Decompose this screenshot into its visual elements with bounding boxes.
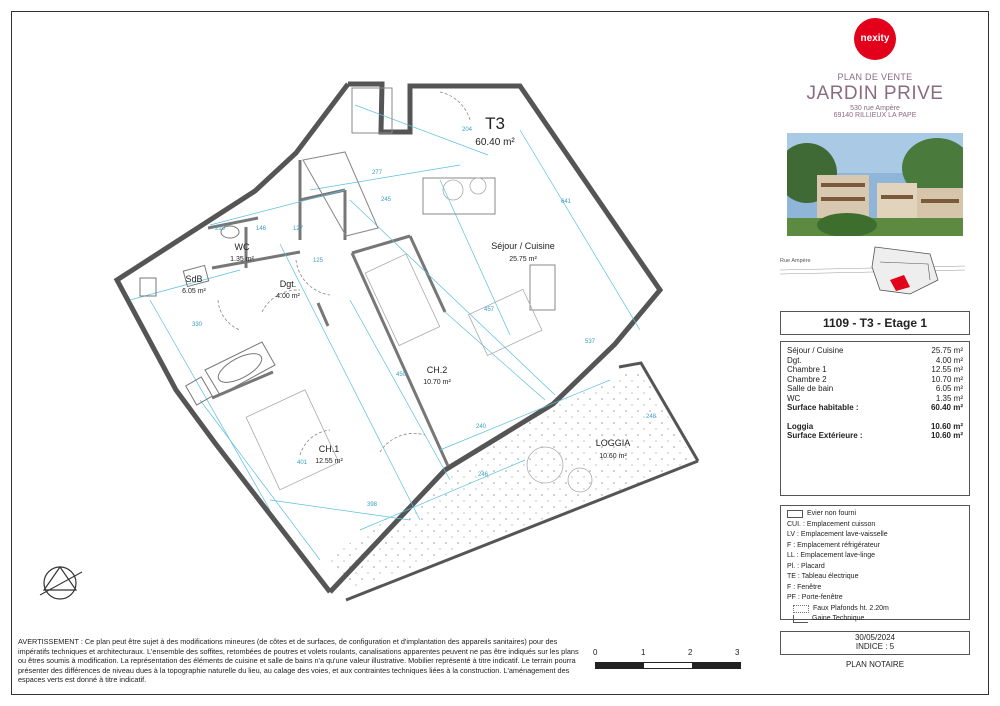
legend-box — [780, 505, 970, 620]
street-label: Rue Ampère — [780, 258, 811, 264]
dim-label: 245 — [381, 197, 392, 203]
surface-value: 10.60 m² — [930, 431, 963, 440]
surface-label: Surface Extérieure : — [787, 431, 863, 440]
room-sejour — [478, 241, 568, 263]
dim-label: 127 — [293, 226, 304, 232]
surface-label: Chambre 1 — [787, 365, 827, 374]
room-name: CH.2 — [426, 365, 448, 375]
surfaces-table — [780, 341, 970, 496]
surface-value: 12.55 m² — [931, 365, 963, 374]
room-area: 25.75 m² — [509, 256, 537, 263]
surface-row — [787, 356, 963, 366]
dim-label: 537 — [585, 339, 596, 345]
surface-label: WC — [787, 393, 801, 403]
dim-label: 146 — [256, 226, 267, 232]
surface-value: 6.05 m² — [935, 384, 963, 393]
surface-value: 10.60 m² — [930, 421, 963, 431]
legend-item: LV : Emplacement lave-vaisselle — [787, 531, 888, 538]
north-arrow-icon — [40, 567, 82, 599]
room-name: SdB — [185, 274, 203, 284]
surface-total-row — [787, 431, 963, 441]
room-name: WC — [234, 242, 250, 252]
room-name: Dgt. — [279, 279, 297, 289]
surface-total-row — [787, 403, 963, 413]
loggia-floor — [325, 368, 695, 590]
dim-label: 125 — [313, 258, 324, 264]
room-area: 12.55 m² — [315, 458, 343, 465]
surface-label: Salle de bain — [787, 384, 834, 393]
lot-title: 1109 - T3 - Etage 1 — [780, 311, 970, 335]
surface-row — [787, 365, 963, 375]
room-ch1 — [307, 444, 351, 465]
legend-item: F : Emplacement réfrigérateur — [787, 541, 880, 549]
dim-label: 248 — [646, 414, 657, 420]
room-area: 4.00 m² — [276, 293, 300, 300]
surface-value: 4.00 m² — [935, 355, 963, 365]
interior-walls — [208, 160, 448, 466]
dim-label: 330 — [192, 322, 203, 328]
revision-date: 30/05/2024 — [854, 633, 896, 642]
legend-item: TE : Tableau électrique — [787, 573, 859, 580]
room-area: 1.35 m² — [230, 256, 254, 263]
surface-label: Séjour / Cuisine — [787, 346, 844, 355]
dim-label: 277 — [372, 170, 383, 176]
scale-label: 2 — [688, 648, 693, 657]
surface-value: 1.35 m² — [935, 393, 963, 403]
legend-item: LL : Emplacement lave-linge — [787, 552, 876, 559]
room-name: LOGGIA — [595, 438, 631, 448]
surface-value: 60.40 m² — [930, 403, 963, 412]
scale-label: 0 — [593, 648, 598, 657]
address-line: 530 rue Ampère — [850, 105, 900, 112]
room-ch2 — [415, 365, 459, 386]
dim-label: 204 — [462, 127, 473, 133]
dim-label: 457 — [484, 307, 495, 313]
nexity-logo: nexity — [854, 18, 896, 60]
apartment-area: 60.40 m² — [475, 137, 515, 148]
surface-row — [787, 422, 963, 432]
plan-title: PLAN DE VENTE — [837, 72, 913, 82]
address-line: 69140 RILLIEUX LA PAPE — [833, 112, 917, 119]
surface-row — [787, 346, 963, 356]
surface-label: Dgt. — [787, 355, 802, 365]
room-name: CH.1 — [318, 444, 340, 454]
building-photo — [787, 133, 963, 236]
room-name: Séjour / Cuisine — [491, 241, 555, 251]
scale-bar — [590, 648, 750, 678]
brand-block — [780, 18, 970, 119]
legend-item: Pl. : Placard — [787, 562, 825, 570]
surface-row — [787, 394, 963, 404]
scale-label: 3 — [735, 648, 740, 657]
room-area: 10.60 m² — [599, 453, 627, 460]
surface-value: 25.75 m² — [931, 346, 963, 355]
door-swings — [218, 92, 473, 455]
location-keymap — [780, 242, 970, 304]
scale-graphic — [595, 662, 741, 669]
dim-label: 450 — [396, 372, 407, 378]
false-ceiling-icon — [793, 605, 809, 613]
surface-label: Surface habitable : — [787, 403, 859, 412]
apartment-type: T3 — [485, 114, 505, 133]
legend-item: Gaine Technique — [787, 614, 963, 625]
room-area: 6.05 m² — [182, 288, 206, 295]
dim-label: 641 — [561, 199, 572, 205]
disclaimer-text: AVERTISSEMENT : Ce plan peut être sujet à des modifications mineures (de côtes et de surfaces, de configuration et d'implantation des appareils sanitaires) pour des impératifs techniques et architecturaux. L'ensemble des soffites, retombées de poutres et volets roulants, canalisations apparentes peuvent ne pas être indiqués sur les plans ou êtres soumis à modification. La représentation des éléments de cuisine et salle de bains n'a qu'une valeur illustrative. Mobilier représenté à titre indicatif. Le terrain pourra présenter des différences de niveau dues à la topographie naturelle du lieu, au calage des voies, et aux contraintes techniques liées à la construction. L'aménagement des espaces verts est donné à titre indicatif. — [18, 637, 579, 685]
outer-walls — [117, 84, 660, 592]
surface-value: 10.70 m² — [931, 374, 963, 384]
dim-label: 398 — [367, 502, 378, 508]
scale-label: 1 — [641, 648, 646, 657]
legend-item: CUI. : Emplacement cuisson — [787, 520, 876, 528]
surface-label: Chambre 2 — [787, 374, 827, 384]
program-name: JARDIN PRIVE — [806, 83, 944, 104]
surface-row — [787, 384, 963, 394]
dim-label: 401 — [297, 460, 308, 466]
room-wc — [225, 242, 259, 263]
revision-index: INDICE : 5 — [855, 642, 895, 651]
sink-icon — [787, 510, 803, 518]
legend-item: F : Fenêtre — [787, 583, 822, 591]
revision-box — [780, 631, 970, 655]
legend-item: Faux Plafonds ht. 2.20m — [787, 604, 963, 615]
room-area: 10.70 m² — [423, 379, 451, 386]
shaft-icon — [793, 615, 808, 623]
legend-item: Evier non fourni — [787, 509, 963, 520]
legend-item: PF : Porte-fenêtre — [787, 594, 843, 601]
surface-label: Loggia — [787, 421, 814, 431]
dim-label: 210 — [215, 226, 226, 232]
plan-notaire: PLAN NOTAIRE — [845, 660, 905, 669]
dim-label: 240 — [476, 424, 487, 430]
dim-label: 246 — [478, 472, 489, 478]
room-loggia — [588, 438, 638, 460]
surface-row — [787, 375, 963, 385]
room-sdb — [174, 274, 214, 295]
room-dgt — [268, 279, 308, 300]
